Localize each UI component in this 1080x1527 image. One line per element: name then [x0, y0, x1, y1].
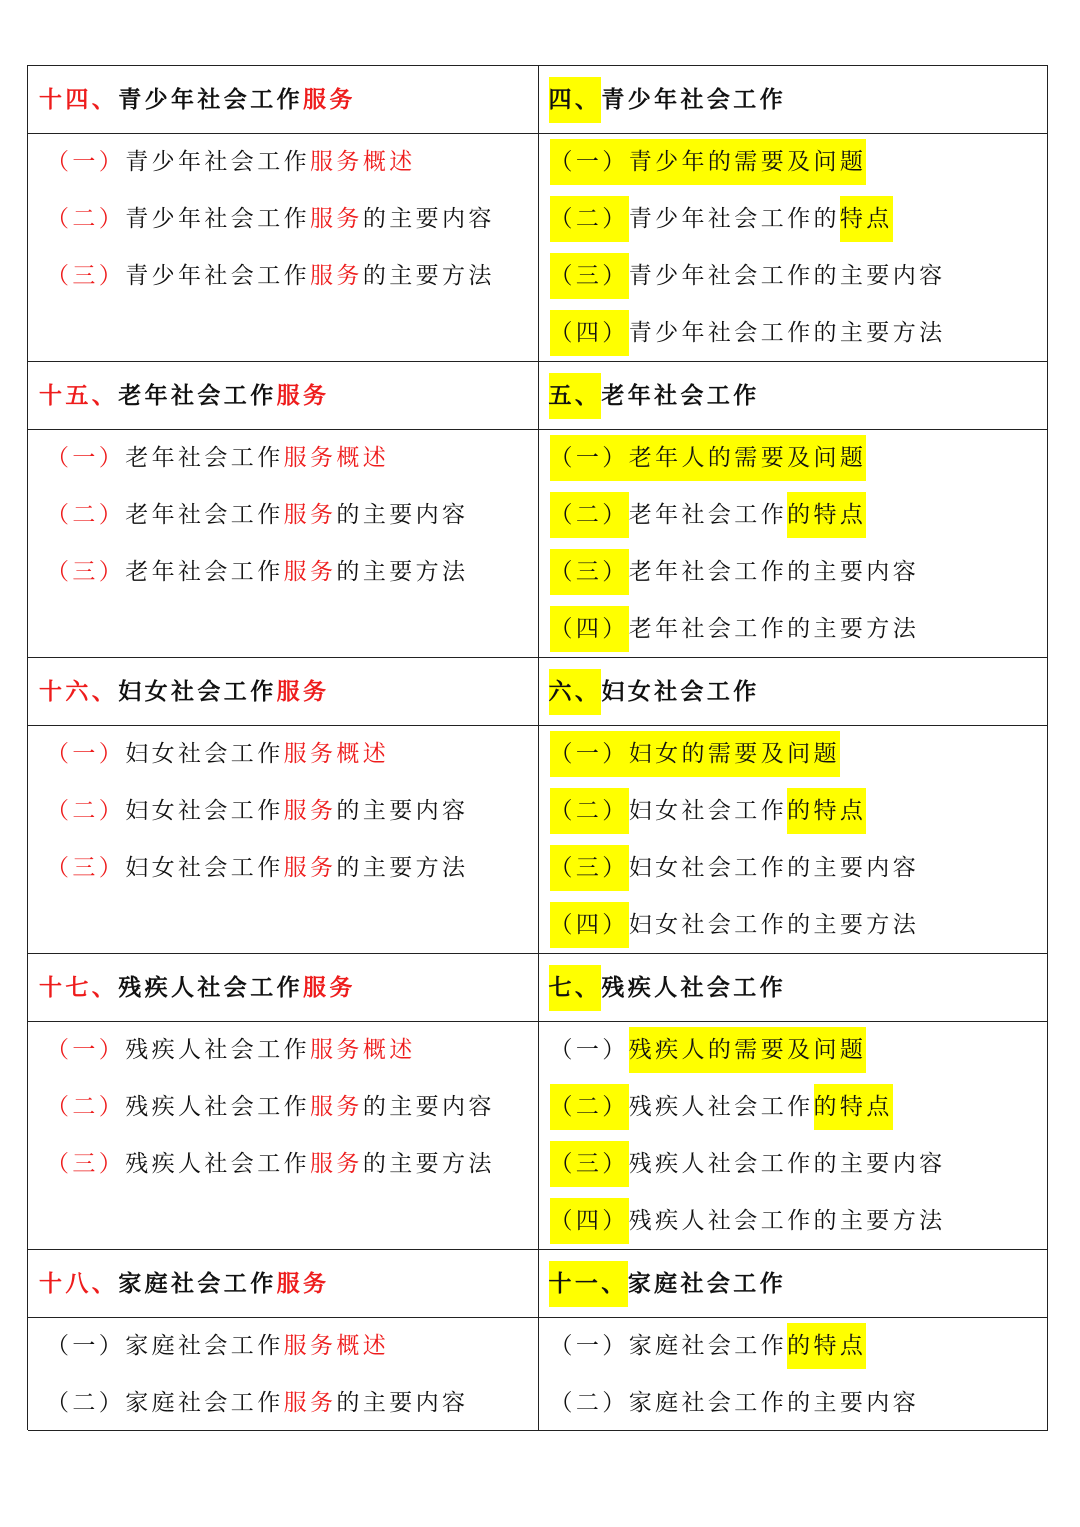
section-header-row [28, 1250, 1048, 1318]
text-segment: 十五、 [39, 381, 119, 409]
list-item [46, 731, 389, 777]
text-segment: 特点 [840, 196, 893, 242]
text-segment: 服务 [276, 677, 330, 705]
text-segment: 的主要内容 [362, 206, 495, 232]
text-segment: 青少年社会工作的主要方法 [628, 320, 946, 346]
list-item [46, 845, 468, 891]
text-segment: （一） [549, 1037, 629, 1063]
text-segment: （三） [550, 1141, 629, 1187]
text-segment: 的特点 [814, 1084, 893, 1130]
text-segment: 青少年社会工作 [601, 85, 787, 113]
text-segment: （三） [46, 559, 126, 585]
right-body-cell [539, 430, 1049, 657]
right-body-cell [539, 134, 1049, 361]
text-segment: 老年社会工作 [118, 381, 277, 409]
text-segment: 残疾人社会工作的主要内容 [628, 1151, 946, 1177]
text-segment: 青少年社会工作 [125, 263, 311, 289]
text-segment: 家庭社会工作 [627, 1269, 787, 1297]
text-segment: 服务 [310, 206, 363, 232]
text-segment: 服务 [276, 1269, 330, 1297]
text-segment: 五、 [549, 373, 602, 419]
list-item [550, 310, 946, 356]
text-segment: （一）妇女的需要及问题 [550, 731, 840, 777]
right-section-title [549, 1261, 787, 1307]
text-segment: （二） [550, 196, 629, 242]
list-item [550, 606, 920, 652]
text-segment: 青少年社会工作 [125, 206, 311, 232]
text-segment: （四） [550, 902, 629, 948]
section-header-row [28, 658, 1048, 726]
text-segment: 青少年社会工作的主要内容 [628, 263, 946, 289]
list-item [46, 1141, 495, 1187]
text-segment: （二） [550, 492, 629, 538]
text-segment: 家庭社会工作 [125, 1390, 284, 1416]
left-body-cell [28, 430, 539, 657]
text-segment: 老年社会工作 [628, 502, 788, 528]
left-body-cell [28, 726, 539, 953]
text-segment: （一）青少年的需要及问题 [550, 139, 867, 185]
text-segment: 老年社会工作 [125, 559, 284, 585]
list-item [550, 196, 893, 242]
text-segment: 十四、 [39, 85, 119, 113]
text-segment: 六、 [549, 669, 602, 715]
list-item [550, 139, 867, 185]
text-segment: 服务 [283, 855, 337, 881]
text-segment: 的主要内容 [336, 1390, 469, 1416]
text-segment: （一）家庭社会工作 [549, 1333, 788, 1359]
text-segment: （二）家庭社会工作的主要内容 [549, 1390, 920, 1416]
text-segment: 服务概述 [283, 445, 390, 471]
right-header-cell [539, 1250, 1049, 1317]
text-segment: 服务概述 [283, 1333, 390, 1359]
list-item [550, 902, 920, 948]
text-segment: 老年社会工作 [601, 381, 760, 409]
text-segment: 妇女社会工作 [125, 741, 284, 767]
text-segment: 服务 [310, 263, 363, 289]
text-segment: 残疾人社会工作 [125, 1094, 311, 1120]
text-segment: 残疾人社会工作 [118, 973, 304, 1001]
section-body-row [28, 430, 1048, 658]
text-segment: 残疾人社会工作 [601, 973, 787, 1001]
text-segment: 服务 [283, 502, 337, 528]
text-segment: （二） [46, 502, 126, 528]
text-segment: （二） [550, 788, 629, 834]
text-segment: 服务 [303, 85, 356, 113]
list-item [550, 1027, 867, 1073]
text-segment: （二） [46, 1094, 126, 1120]
text-segment: 妇女社会工作 [628, 798, 788, 824]
section-body-row [28, 1318, 1048, 1431]
list-item [46, 196, 495, 242]
left-section-title [39, 373, 329, 419]
text-segment: 青少年社会工作 [118, 85, 304, 113]
text-segment: 的主要内容 [336, 502, 469, 528]
left-header-cell [28, 66, 539, 133]
list-item [550, 253, 946, 299]
text-segment: 的主要方法 [336, 559, 469, 585]
text-segment: （三） [46, 263, 126, 289]
left-body-cell [28, 134, 539, 361]
right-header-cell [539, 658, 1049, 725]
text-segment: 服务概述 [310, 1037, 416, 1063]
text-segment: 服务 [303, 973, 356, 1001]
text-segment: （三） [46, 1151, 126, 1177]
right-body-cell [539, 1318, 1049, 1430]
text-segment: 十一、 [549, 1261, 628, 1307]
text-segment: 的主要方法 [362, 263, 495, 289]
right-body-cell [539, 726, 1049, 953]
text-segment: 服务 [310, 1094, 363, 1120]
text-segment: 的主要方法 [362, 1151, 495, 1177]
right-section-title [549, 77, 787, 123]
text-segment: 残疾人社会工作 [125, 1037, 311, 1063]
section-body-row [28, 1022, 1048, 1250]
text-segment: 七、 [549, 965, 602, 1011]
list-item [46, 1323, 389, 1369]
text-segment: （四） [550, 310, 629, 356]
text-segment: （二） [46, 798, 126, 824]
left-header-cell [28, 954, 539, 1021]
list-item [550, 1323, 867, 1369]
text-segment: 残疾人社会工作的主要方法 [628, 1208, 946, 1234]
comparison-table [27, 65, 1048, 1430]
left-body-cell [28, 1318, 539, 1430]
text-segment: 妇女社会工作的主要内容 [628, 855, 920, 881]
left-section-title [39, 965, 356, 1011]
text-segment: 的特点 [787, 1323, 866, 1369]
text-segment: （一） [46, 149, 126, 175]
list-item [550, 435, 867, 481]
text-segment: （一） [46, 741, 126, 767]
list-item [550, 845, 920, 891]
text-segment: （三） [550, 549, 629, 595]
list-item [550, 549, 920, 595]
list-item [550, 1141, 946, 1187]
text-segment: 家庭社会工作 [125, 1333, 284, 1359]
text-segment: 的特点 [787, 788, 866, 834]
section-body-row [28, 134, 1048, 362]
text-segment: （三） [550, 845, 629, 891]
text-segment: 的特点 [787, 492, 866, 538]
list-item [46, 435, 389, 481]
text-segment: 家庭社会工作 [118, 1269, 277, 1297]
text-segment: 妇女社会工作 [601, 677, 760, 705]
left-section-title [39, 1261, 329, 1307]
right-header-cell [539, 66, 1049, 133]
text-segment: （二） [550, 1084, 629, 1130]
text-segment: 的主要内容 [336, 798, 469, 824]
text-segment: 残疾人的需要及问题 [629, 1027, 867, 1073]
text-segment: （一） [46, 445, 126, 471]
text-segment: （二） [46, 1390, 126, 1416]
list-item [550, 1198, 946, 1244]
left-body-cell [28, 1022, 539, 1249]
text-segment: 青少年社会工作 [125, 149, 311, 175]
text-segment: （四） [550, 606, 629, 652]
text-segment: （一） [46, 1037, 126, 1063]
list-item [46, 1380, 468, 1426]
left-header-cell [28, 1250, 539, 1317]
text-segment: 服务 [283, 559, 337, 585]
text-segment: 服务概述 [283, 741, 390, 767]
text-segment: 服务 [310, 1151, 363, 1177]
list-item [550, 1084, 893, 1130]
left-header-cell [28, 658, 539, 725]
text-segment: 的主要方法 [336, 855, 469, 881]
list-item [46, 492, 468, 538]
text-segment: （一） [46, 1333, 126, 1359]
list-item [550, 1380, 920, 1426]
text-segment: 十八、 [39, 1269, 119, 1297]
text-segment: 青少年社会工作的 [628, 206, 840, 232]
text-segment: （一）老年人的需要及问题 [550, 435, 867, 481]
list-item [46, 253, 495, 299]
text-segment: （四） [550, 1198, 629, 1244]
text-segment: 服务 [283, 798, 337, 824]
text-segment: 老年社会工作 [125, 445, 284, 471]
right-header-cell [539, 362, 1049, 429]
list-item [46, 1027, 416, 1073]
list-item [46, 139, 416, 185]
text-segment: 妇女社会工作 [125, 855, 284, 881]
text-segment: 老年社会工作的主要内容 [628, 559, 920, 585]
right-header-cell [539, 954, 1049, 1021]
section-body-row [28, 726, 1048, 954]
section-header-row [28, 66, 1048, 134]
list-item [46, 549, 468, 595]
right-section-title [549, 373, 760, 419]
text-segment: 妇女社会工作 [125, 798, 284, 824]
text-segment: 十七、 [39, 973, 119, 1001]
text-segment: （二） [46, 206, 126, 232]
left-section-title [39, 669, 329, 715]
text-segment: 服务 [276, 381, 330, 409]
list-item [550, 788, 867, 834]
right-section-title [549, 965, 787, 1011]
text-segment: 残疾人社会工作 [628, 1094, 814, 1120]
text-segment: 老年社会工作 [125, 502, 284, 528]
text-segment: （三） [46, 855, 126, 881]
list-item [550, 492, 867, 538]
section-header-row [28, 954, 1048, 1022]
left-section-title [39, 77, 356, 123]
text-segment: 四、 [549, 77, 602, 123]
text-segment: 老年社会工作的主要方法 [628, 616, 920, 642]
text-segment: 服务 [283, 1390, 337, 1416]
right-section-title [549, 669, 760, 715]
text-segment: 残疾人社会工作 [125, 1151, 311, 1177]
text-segment: 的主要内容 [362, 1094, 495, 1120]
left-header-cell [28, 362, 539, 429]
text-segment: 服务概述 [310, 149, 416, 175]
text-segment: 妇女社会工作 [118, 677, 277, 705]
list-item [46, 1084, 495, 1130]
section-header-row [28, 362, 1048, 430]
right-body-cell [539, 1022, 1049, 1249]
text-segment: 妇女社会工作的主要方法 [628, 912, 920, 938]
text-segment: （三） [550, 253, 629, 299]
text-segment: 十六、 [39, 677, 119, 705]
list-item [550, 731, 840, 777]
list-item [46, 788, 468, 834]
